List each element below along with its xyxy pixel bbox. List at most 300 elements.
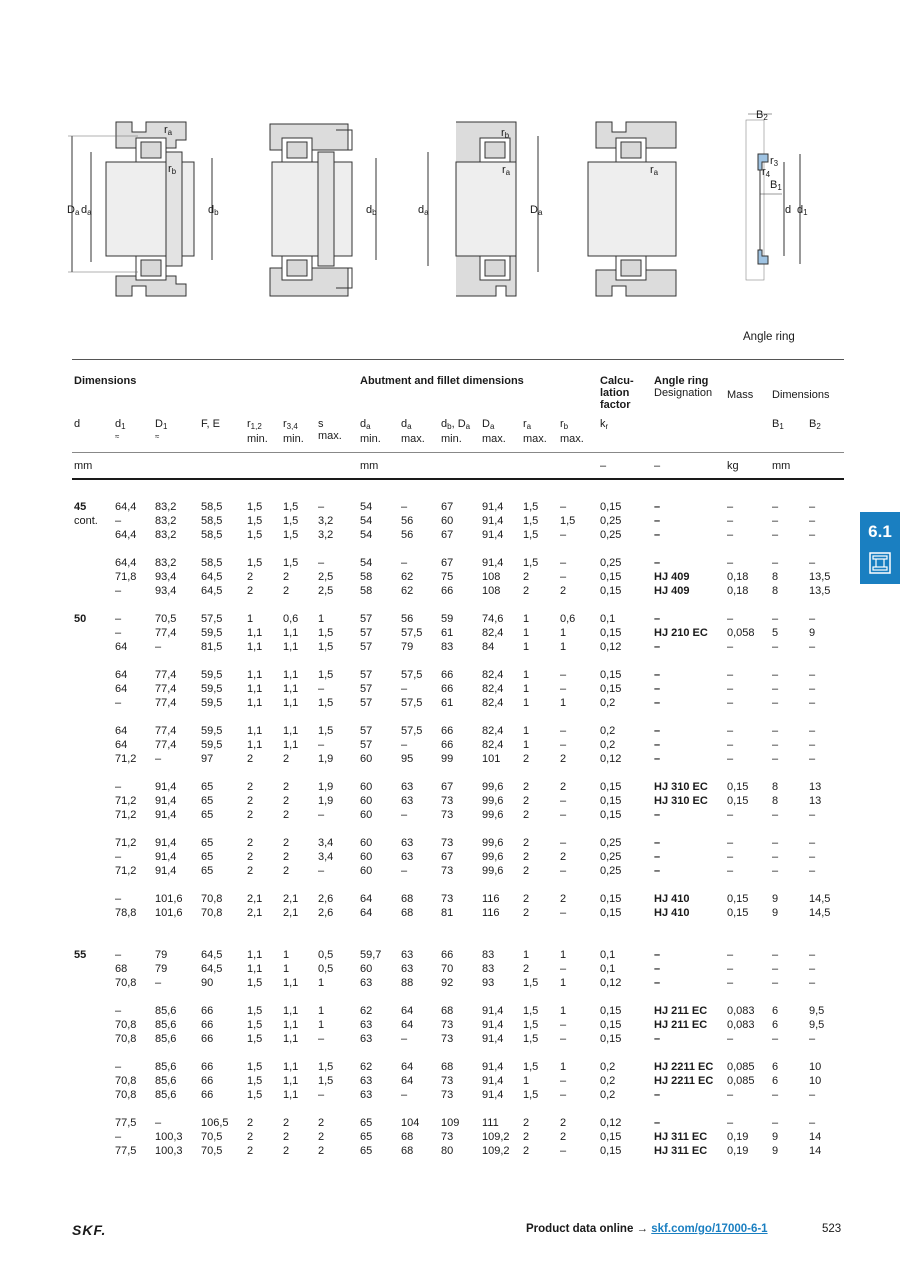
cell-db: 66	[441, 669, 454, 681]
cell-ang: HJ 409	[654, 585, 690, 597]
cell-s: 2	[318, 1117, 325, 1129]
col-s: s max.	[318, 418, 342, 442]
label-f3-rb: rb	[501, 127, 510, 140]
cell-D1: 91,4	[155, 795, 177, 807]
cell-B1: 9	[772, 1131, 779, 1143]
cell-db: 66	[441, 739, 454, 751]
cell-kr: 0,15	[600, 795, 622, 807]
cell-r12: 2	[247, 837, 254, 849]
cell-r34: 1,1	[283, 697, 299, 709]
cell-B1: –	[772, 1117, 779, 1129]
cell-FE: 58,5	[201, 515, 223, 527]
cell-rb: –	[560, 1089, 567, 1101]
table-top-rule	[72, 359, 844, 360]
cell-Da: 99,6	[482, 851, 504, 863]
cell-ra: 1	[523, 725, 530, 737]
cell-rb: –	[560, 683, 567, 695]
cell-db: 61	[441, 697, 454, 709]
cell-B1: –	[772, 739, 779, 751]
cell-mass: –	[727, 977, 734, 989]
cell-ra: 1	[523, 641, 530, 653]
cell-r34: 1,1	[283, 683, 299, 695]
cell-r34: 2	[283, 1145, 290, 1157]
cell-db: 73	[441, 1019, 454, 1031]
cell-rb: 0,6	[560, 613, 576, 625]
cell-ang: HJ 211 EC	[654, 1019, 708, 1031]
cell-ang: HJ 410	[654, 907, 690, 919]
cell-B1: 6	[772, 1019, 779, 1031]
cell-damax: 68	[401, 893, 414, 905]
cell-db: 66	[441, 725, 454, 737]
col-Da-max: $D_a$ max.	[482, 418, 506, 445]
cell-damax: 56	[401, 529, 414, 541]
cell-rb: –	[560, 1019, 567, 1031]
cell-damax: 63	[401, 963, 414, 975]
table-row	[0, 808, 900, 822]
label-f5-d: d	[785, 204, 792, 216]
cell-r34: 2	[283, 585, 290, 597]
cell-mass: 0,18	[727, 571, 749, 583]
cell-Da: 99,6	[482, 809, 504, 821]
cell-ang: HJ 2211 EC	[654, 1061, 714, 1073]
cell-kr: 0,1	[600, 963, 616, 975]
cell-kr: 0,15	[600, 585, 622, 597]
cell-ang: –	[654, 557, 661, 569]
cell-ra: 2	[523, 571, 530, 583]
row-group	[0, 556, 900, 612]
cell-d: 50	[74, 613, 87, 625]
cell-da: 60	[360, 865, 373, 877]
cell-r12: 1,5	[247, 557, 263, 569]
cell-D1: 77,4	[155, 669, 177, 681]
cell-B1: 8	[772, 795, 779, 807]
cell-r12: 1,5	[247, 977, 263, 989]
table-row	[0, 528, 900, 542]
cell-ra: 1,5	[523, 515, 539, 527]
row-group	[0, 892, 900, 948]
cell-FE: 59,5	[201, 697, 223, 709]
cell-D1: –	[155, 1117, 162, 1129]
cell-r12: 1,1	[247, 627, 263, 639]
cell-d1: 64	[115, 641, 128, 653]
cell-kr: 0,2	[600, 1061, 616, 1073]
cell-mass: 0,085	[727, 1075, 755, 1087]
col-kr: $k_r$	[600, 418, 609, 431]
cell-B2: –	[809, 963, 816, 975]
cell-r34: 2	[283, 1117, 290, 1129]
cell-ang: HJ 310 EC	[654, 781, 708, 793]
cell-B1: –	[772, 977, 779, 989]
cell-damax: 68	[401, 1131, 414, 1143]
cell-d1: –	[115, 851, 122, 863]
cell-ang: –	[654, 1089, 661, 1101]
cell-D1: 91,4	[155, 851, 177, 863]
cell-B1: 9	[772, 907, 779, 919]
label-f4-ra: ra	[650, 164, 659, 177]
table-row	[0, 1144, 900, 1158]
cell-da: 65	[360, 1117, 373, 1129]
label-f2-db: db	[366, 204, 377, 217]
cell-s: –	[318, 809, 325, 821]
cell-FE: 97	[201, 753, 214, 765]
cell-B2: –	[809, 641, 816, 653]
cell-ra: 1	[523, 739, 530, 751]
cell-r12: 1,5	[247, 1061, 263, 1073]
cell-s: 1,5	[318, 725, 334, 737]
cell-kr: 0,15	[600, 571, 622, 583]
cell-mass: 0,15	[727, 893, 749, 905]
cell-D1: 91,4	[155, 809, 177, 821]
drawing-3	[418, 122, 543, 296]
cell-kr: 0,25	[600, 837, 622, 849]
cell-da: 60	[360, 795, 373, 807]
cell-s: 1	[318, 977, 325, 989]
cell-db: 68	[441, 1061, 454, 1073]
cell-D1: 91,4	[155, 837, 177, 849]
cell-rb: 1	[560, 627, 567, 639]
cell-s: 2,6	[318, 893, 334, 905]
cell-rb: 2	[560, 1131, 567, 1143]
cell-B1: –	[772, 501, 779, 513]
cell-r12: 1,5	[247, 1075, 263, 1087]
cell-db: 67	[441, 557, 454, 569]
cell-Da: 101	[482, 753, 501, 765]
cell-mass: 0,19	[727, 1145, 749, 1157]
cell-kr: 0,2	[600, 1089, 616, 1101]
cell-s: 2	[318, 1145, 325, 1157]
cell-s: 1,5	[318, 697, 334, 709]
cell-rb: –	[560, 907, 567, 919]
cell-mass: –	[727, 963, 734, 975]
cell-ang: HJ 2211 EC	[654, 1075, 714, 1087]
header-mass: Mass	[727, 389, 754, 401]
cell-da: 57	[360, 669, 373, 681]
cell-r12: 2	[247, 571, 254, 583]
cell-r34: 1,5	[283, 501, 299, 513]
cell-s: –	[318, 683, 325, 695]
cell-mass: 0,19	[727, 1131, 749, 1143]
cell-mass: 0,18	[727, 585, 749, 597]
cell-Da: 91,4	[482, 557, 504, 569]
cell-r12: 1,1	[247, 725, 263, 737]
cell-D1: 83,2	[155, 557, 177, 569]
cell-da: 64	[360, 907, 373, 919]
cell-kr: 0,25	[600, 529, 622, 541]
cell-FE: 58,5	[201, 529, 223, 541]
cell-s: 2,6	[318, 907, 334, 919]
cell-d1: –	[115, 1061, 122, 1073]
row-group	[0, 612, 900, 668]
header-abutment: Abutment and fillet dimensions	[360, 375, 524, 387]
cell-B2: –	[809, 515, 816, 527]
cell-Da: 83	[482, 949, 495, 961]
cell-ra: 1	[523, 949, 530, 961]
cell-mass: –	[727, 669, 734, 681]
cell-B2: 13,5	[809, 585, 831, 597]
cell-d1: 64	[115, 739, 128, 751]
cell-FE: 65	[201, 809, 214, 821]
table-row	[0, 1116, 900, 1130]
cell-D1: 77,4	[155, 627, 177, 639]
cell-kr: 0,2	[600, 739, 616, 751]
cell-mass: –	[727, 683, 734, 695]
row-group	[0, 1004, 900, 1060]
cell-rb: 1	[560, 977, 567, 989]
cell-da: 60	[360, 963, 373, 975]
table-row	[0, 612, 900, 626]
row-group	[0, 780, 900, 836]
cell-damax: 63	[401, 781, 414, 793]
cell-db: 73	[441, 1033, 454, 1045]
table-body	[0, 500, 900, 1172]
cell-ra: 1,5	[523, 1061, 539, 1073]
cell-B1: –	[772, 515, 779, 527]
cell-damax: –	[401, 1089, 408, 1101]
cell-Da: 74,6	[482, 613, 504, 625]
cell-D1: 77,4	[155, 725, 177, 737]
label-f3-da: da	[418, 204, 429, 217]
cell-db: 80	[441, 1145, 454, 1157]
cell-da: 54	[360, 515, 373, 527]
cell-damax: 56	[401, 515, 414, 527]
cell-B1: 5	[772, 627, 779, 639]
cell-d1: –	[115, 781, 122, 793]
cell-kr: 0,1	[600, 949, 616, 961]
row-group	[0, 1116, 900, 1172]
cell-kr: 0,15	[600, 1033, 622, 1045]
cell-D1: 100,3	[155, 1131, 183, 1143]
col-B1: $B_1$	[772, 418, 784, 431]
cell-rb: –	[560, 1075, 567, 1087]
cell-rb: –	[560, 725, 567, 737]
cell-r34: 1,1	[283, 739, 299, 751]
table-row	[0, 626, 900, 640]
cell-Da: 91,4	[482, 501, 504, 513]
cell-rb: 2	[560, 753, 567, 765]
cell-r12: 2	[247, 585, 254, 597]
product-data-link[interactable]: skf.com/go/17000-6-1	[651, 1223, 768, 1235]
cell-damax: 62	[401, 571, 414, 583]
bearing-icon	[869, 552, 891, 574]
cell-ra: 2	[523, 1131, 530, 1143]
cell-ra: 2	[523, 851, 530, 863]
cell-d1: 64	[115, 669, 128, 681]
cell-FE: 81,5	[201, 641, 223, 653]
cell-s: 1,9	[318, 781, 334, 793]
cell-s: –	[318, 1033, 325, 1045]
cell-damax: 57,5	[401, 627, 423, 639]
cell-r12: 1,1	[247, 739, 263, 751]
cell-B2: –	[809, 865, 816, 877]
section-tab[interactable]	[860, 512, 900, 584]
cell-ra: 1,5	[523, 501, 539, 513]
cell-B2: 14,5	[809, 893, 831, 905]
cell-mass: 0,058	[727, 627, 755, 639]
cell-d1: –	[115, 515, 122, 527]
cell-FE: 90	[201, 977, 214, 989]
cell-kr: 0,15	[600, 907, 622, 919]
cell-B2: –	[809, 683, 816, 695]
cell-db: 67	[441, 529, 454, 541]
row-group	[0, 724, 900, 780]
cell-da: 57	[360, 613, 373, 625]
cell-ang: –	[654, 851, 661, 863]
cell-mass: –	[727, 697, 734, 709]
cell-d1: 64,4	[115, 557, 137, 569]
cell-D1: 79	[155, 963, 168, 975]
cell-db: 67	[441, 781, 454, 793]
unit-dash-1: –	[600, 460, 607, 472]
cell-r34: 1,1	[283, 669, 299, 681]
cell-kr: 0,12	[600, 753, 622, 765]
cell-FE: 70,8	[201, 893, 223, 905]
section-tab-label: 6.1	[868, 522, 892, 541]
table-row	[0, 1088, 900, 1102]
cell-r34: 1,1	[283, 1075, 299, 1087]
cell-r34: 2	[283, 753, 290, 765]
cell-ang: –	[654, 949, 661, 961]
table-row	[0, 752, 900, 766]
cell-D1: 100,3	[155, 1145, 183, 1157]
cell-B2: –	[809, 1117, 816, 1129]
cell-B2: 9,5	[809, 1019, 825, 1031]
cell-r34: 0,6	[283, 613, 299, 625]
cell-ang: HJ 409	[654, 571, 690, 583]
cell-B2: –	[809, 725, 816, 737]
cell-r12: 2,1	[247, 907, 263, 919]
cell-B2: –	[809, 809, 816, 821]
cell-B1: –	[772, 963, 779, 975]
label-f5-B2: B2	[756, 109, 768, 122]
cell-kr: 0,15	[600, 501, 622, 513]
cell-B2: 10	[809, 1061, 822, 1073]
cell-Da: 91,4	[482, 1061, 504, 1073]
cell-ra: 1	[523, 1075, 530, 1087]
arrow-right-icon: →	[636, 1223, 649, 1235]
units-rule	[72, 478, 844, 480]
cell-r12: 1,5	[247, 515, 263, 527]
cell-rb: 1,5	[560, 515, 576, 527]
cell-kr: 0,2	[600, 725, 616, 737]
cell-db: 73	[441, 809, 454, 821]
table-row	[0, 696, 900, 710]
cell-d1: 70,8	[115, 1075, 137, 1087]
cell-r34: 2,1	[283, 907, 299, 919]
cell-FE: 66	[201, 1005, 214, 1017]
col-D1: $D_1$ ≈	[155, 418, 168, 441]
cell-Da: 99,6	[482, 865, 504, 877]
table-row	[0, 1032, 900, 1046]
cell-B1: 8	[772, 571, 779, 583]
cell-da: 54	[360, 529, 373, 541]
cell-s: 2,5	[318, 571, 334, 583]
cell-da: 60	[360, 837, 373, 849]
cell-B2: –	[809, 697, 816, 709]
cell-FE: 65	[201, 781, 214, 793]
cell-B1: –	[772, 809, 779, 821]
table-row	[0, 738, 900, 752]
cell-FE: 64,5	[201, 949, 223, 961]
cell-damax: –	[401, 501, 408, 513]
cell-Da: 84	[482, 641, 495, 653]
cell-damax: –	[401, 683, 408, 695]
cell-d1: 71,2	[115, 865, 137, 877]
cell-da: 58	[360, 585, 373, 597]
unit-mm-3: mm	[772, 460, 791, 472]
cell-d1: 64	[115, 725, 128, 737]
cell-d1: 71,2	[115, 753, 137, 765]
label-f3-Da: Da	[530, 204, 543, 217]
cell-FE: 66	[201, 1089, 214, 1101]
cell-d1: 77,5	[115, 1145, 137, 1157]
cell-d: 55	[74, 949, 87, 961]
cell-da: 65	[360, 1131, 373, 1143]
cell-B1: –	[772, 865, 779, 877]
cell-damax: 63	[401, 837, 414, 849]
cell-ang: –	[654, 641, 661, 653]
cell-ra: 1	[523, 669, 530, 681]
cell-r12: 1,5	[247, 529, 263, 541]
cell-B1: –	[772, 837, 779, 849]
cell-Da: 91,4	[482, 529, 504, 541]
cell-db: 81	[441, 907, 454, 919]
cell-da: 63	[360, 1019, 373, 1031]
cell-ra: 2	[523, 809, 530, 821]
cell-B2: –	[809, 949, 816, 961]
col-db-Da-min: $d_b$, $D_a$ min.	[441, 418, 471, 445]
cell-db: 67	[441, 501, 454, 513]
cell-damax: 57,5	[401, 725, 423, 737]
cell-rb: –	[560, 529, 567, 541]
cell-d1: 77,5	[115, 1117, 137, 1129]
cell-D1: 101,6	[155, 907, 183, 919]
cell-B2: 14	[809, 1145, 822, 1157]
cell-r12: 1,1	[247, 683, 263, 695]
cell-r34: 2	[283, 795, 290, 807]
cell-FE: 66	[201, 1033, 214, 1045]
cell-d: 45	[74, 501, 87, 513]
cell-mass: –	[727, 501, 734, 513]
cell-damax: 88	[401, 977, 414, 989]
cell-ra: 1,5	[523, 557, 539, 569]
cell-ang: –	[654, 529, 661, 541]
cell-r12: 2	[247, 781, 254, 793]
cell-da: 60	[360, 753, 373, 765]
cell-ang: HJ 210 EC	[654, 627, 708, 639]
cell-db: 73	[441, 893, 454, 905]
cell-r34: 1,1	[283, 1089, 299, 1101]
cell-D1: 85,6	[155, 1033, 177, 1045]
cell-B2: –	[809, 977, 816, 989]
cell-r34: 1,5	[283, 529, 299, 541]
cell-B2: –	[809, 613, 816, 625]
cell-kr: 0,2	[600, 1075, 616, 1087]
cell-da: 57	[360, 697, 373, 709]
cell-kr: 0,12	[600, 977, 622, 989]
cell-FE: 106,5	[201, 1117, 229, 1129]
cell-db: 75	[441, 571, 454, 583]
cell-ang: –	[654, 697, 661, 709]
cell-r12: 2	[247, 1145, 254, 1157]
cell-d1: –	[115, 697, 122, 709]
cell-ang: –	[654, 613, 661, 625]
cell-rb: 2	[560, 1117, 567, 1129]
cell-D1: 83,2	[155, 529, 177, 541]
cell-s: 3,2	[318, 529, 334, 541]
cell-B1: 8	[772, 781, 779, 793]
cell-damax: –	[401, 809, 408, 821]
cell-rb: –	[560, 809, 567, 821]
